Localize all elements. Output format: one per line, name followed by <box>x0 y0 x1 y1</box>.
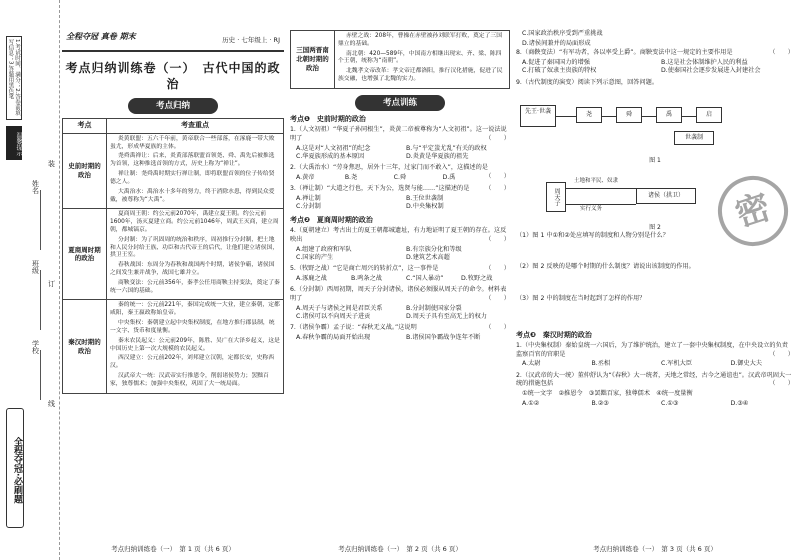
option[interactable]: B.诸侯国争霸战争连年不断 <box>406 334 481 342</box>
question-text: 5.（牧野之战）“它是商亡周兴的转折点”，这一事件是 <box>290 265 439 273</box>
option[interactable]: D.炎黄是华夏族的祖先 <box>406 153 469 161</box>
option[interactable]: D.中央集权制 <box>406 203 444 211</box>
option[interactable]: A.这是对“人文初祖”的纪念 <box>296 144 371 152</box>
options <box>290 275 510 283</box>
para: 尧舜禹禅让：后来，炎黄部落联盟首领尧、舜、禹先后被推选为首领，这种推选首领的方式，历史上称为“禅让”。 <box>110 153 275 168</box>
option[interactable]: C.诸侯可以不向周天子进贡 <box>296 313 371 321</box>
para: 大禹治水：禹治水十多年的努力，终于消除水患，得到民众爱戴，被尊称为“大禹”。 <box>110 188 275 203</box>
choice-list: ①统一文字 ②推恩令 ③罢黜百家，独尊儒术 ④统一度量衡 <box>522 390 693 398</box>
page-footer: 考点归纳训练卷（一） 第 1 页（共 6 页） <box>111 545 235 554</box>
option[interactable]: C.①③ <box>661 399 679 407</box>
question-text: 1.（人文初祖）“华夏子孙同根生”，炎黄二帝被尊称为“人文初祖”。这一说法说明了 <box>290 126 507 142</box>
page-footer: 考点归纳训练卷（一） 第 3 页（共 6 页） <box>593 545 717 554</box>
notes-tag: 温馨提示 <box>6 126 22 160</box>
option[interactable]: C.舜 <box>393 174 407 182</box>
option[interactable]: B.尧 <box>344 174 358 182</box>
summary-table <box>62 118 284 393</box>
option-line: D.诸侯间兼并的局面形成 <box>522 39 591 47</box>
option[interactable]: C.分封制 <box>296 203 321 211</box>
answer-blank[interactable]: （ ） <box>485 324 510 332</box>
diagram-arrow <box>556 116 576 117</box>
answer-blank[interactable]: （ ） <box>485 265 510 273</box>
page-header <box>62 30 284 52</box>
options <box>290 246 510 263</box>
row-key: 史前时期的政治 <box>63 133 107 209</box>
para: 夏商周王朝：约公元前2070年，禹建立夏王朝。约公元前1600年，汤灭夏建立商。约公元前1046年，周武王灭商，建立周朝，都城镐京。 <box>110 211 279 233</box>
question-stem <box>516 372 794 389</box>
options <box>290 195 510 212</box>
watermark-stamp: 密 <box>709 167 797 255</box>
option[interactable]: D.牧野之战 <box>461 274 493 282</box>
option[interactable]: B.王位世袭制 <box>406 195 444 203</box>
page-3 <box>516 0 794 560</box>
school-field[interactable]: 学校 <box>31 340 40 354</box>
para: 禅让制：尧舜禹时期实行禅让制，即将联盟首领的位子传给贤德之人。 <box>110 171 275 185</box>
cut-mark-2: 订 <box>47 280 56 287</box>
question-text: 2.（大禹治水）“劳身焦思，居外十三年，过家门而不敢入”，这描述的是 <box>290 164 488 172</box>
school-underline <box>40 350 41 400</box>
diagram-node: 尧 <box>576 107 602 123</box>
para: 西汉建立：公元前202年，刘邦建立汉朝，定都长安，史称西汉。 <box>110 355 274 370</box>
question-stem <box>290 286 510 303</box>
row-key: 夏商周时期的政治 <box>63 209 107 300</box>
answer-space[interactable] <box>516 305 794 327</box>
sub-question: （1）图 1 中①和②处应填写的制度和人物分别是什么？ <box>516 231 669 239</box>
diagram-node-note: 拱卫 <box>666 191 679 199</box>
diagram-node: 禹 <box>656 107 682 123</box>
diagram-node: 启 <box>696 107 722 123</box>
option[interactable]: B.这是社会体制维护人民的利益 <box>661 59 748 67</box>
answer-blank[interactable]: （ ） <box>485 134 510 142</box>
answer-blank[interactable]: （ ） <box>769 49 794 57</box>
option[interactable]: B.②③ <box>591 399 609 407</box>
question-text: 8.（商鞅变法）“有军功者，各以率受上爵”。商鞅变法中这一规定的主要作用是 <box>516 49 733 57</box>
question-stem <box>516 49 794 58</box>
para: 北魏孝文帝改革：孝文帝迁都洛阳，推行汉化措施，促进了民族交融，也增强了北魏的实力。 <box>338 68 503 83</box>
name-underline <box>40 190 41 250</box>
option[interactable]: D.建筑艺术高超 <box>406 253 450 261</box>
question-text: 4.（夏朝建立）考古出土的夏王朝都城遗址，有力地证明了夏王朝的存在。这反映出 <box>290 227 507 243</box>
answer-blank[interactable]: （ ） <box>485 295 510 302</box>
section-heading: 考点❶ 史前时期的政治 <box>290 114 366 123</box>
page-footer: 考点归纳训练卷（一） 第 2 页（共 6 页） <box>338 545 462 554</box>
option[interactable]: C.打破了奴隶主贵族的特权 <box>522 67 597 75</box>
options <box>290 145 510 162</box>
option[interactable]: A.组建了政府和军队 <box>296 245 352 253</box>
row-content <box>107 209 284 300</box>
option[interactable]: B.与“平定蚩尤乱”有关的政权 <box>406 144 487 152</box>
diagram-arrow <box>566 188 636 189</box>
cut-mark-3: 线 <box>47 400 56 407</box>
option[interactable]: B.有宗族分化和等级 <box>406 245 462 253</box>
row-content <box>107 133 284 209</box>
answer-blank[interactable]: （ ） <box>485 185 510 193</box>
class-underline <box>40 270 41 330</box>
para: 秦末农民起义：公元前209年，陈胜、吴广在大泽乡起义，这是中国历史上第一次大规模的农民起义。 <box>110 337 280 352</box>
section-heading: 考点❸ 秦汉时期的政治 <box>516 330 592 339</box>
answer-blank[interactable]: （ ） <box>769 350 794 358</box>
table-row <box>63 300 284 393</box>
col-header-topic: 考点 <box>63 119 107 133</box>
diagram-label: 土地和平民、奴隶 <box>574 177 619 184</box>
question-stem <box>290 185 510 194</box>
table-row <box>63 209 284 300</box>
para: 商鞅变法：公元前356年，秦孝公任用商鞅主持变法，奠定了秦统一六国的基础。 <box>110 279 280 294</box>
option[interactable]: D.禹 <box>442 174 456 182</box>
diagram-arrow <box>642 116 656 117</box>
options <box>516 59 794 76</box>
option[interactable]: B.丞相 <box>591 360 611 368</box>
question-group <box>290 227 510 342</box>
option[interactable]: C.军机大臣 <box>661 360 693 368</box>
options <box>290 174 485 182</box>
question-stem: 9.（古代制度的演变）阅读下列示意图，回答问题。 <box>516 78 659 86</box>
question-text: 1.（中央集权制）秦始皇统一六国后，为了维护统治，建立了一套中央集权制度，在中央设立的负责监察百官的官职是 <box>516 342 788 358</box>
option-line: C.国家政治秩序受到严重挑战 <box>522 30 603 37</box>
sub-question: （3）图 2 中的制度在当时起到了怎样的作用？ <box>516 294 646 302</box>
question-stem <box>516 342 794 359</box>
diagram-label: 实行义务 <box>580 205 603 212</box>
figure-caption: 图 2 <box>649 223 661 231</box>
cut-mark-1: 装 <box>47 160 56 167</box>
section-heading: 考点❷ 夏商周时期的政治 <box>290 215 373 224</box>
brand-logo: 全程夺冠·必刷题 <box>6 408 24 528</box>
option[interactable]: B.鸣条之战 <box>351 274 382 282</box>
option[interactable]: A.促进了秦国国力的增强 <box>522 59 590 67</box>
exam-notes: 1.考试时间、满分；2.答卷前填写信息；3.答题用黑色笔 <box>6 36 22 120</box>
para: 南北朝：420—589年，中国南方相继出现宋、齐、梁、陈四个王朝，统称为“南朝”。 <box>338 50 502 65</box>
para: 中央集权：秦朝建立起中央集权制度，在地方推行郡县制，统一文字、货币和度量衡。 <box>110 320 275 334</box>
diagram-arrow <box>682 116 696 117</box>
brand-name: 全程夺冠 真卷 期末 <box>66 32 136 41</box>
option[interactable]: D.周天子具有至高无上的权力 <box>406 313 487 321</box>
option[interactable]: B.分封制使国家分裂 <box>406 304 462 312</box>
diagram-node: 先王·世袭 <box>520 105 556 127</box>
option[interactable]: D.御史大夫 <box>730 360 762 368</box>
option[interactable]: C.国家的产生 <box>296 253 334 261</box>
question-text: 2.（汉武帝的大一统）董仲舒认为“《春秋》大一统者，天地之常经，古今之通谊也”。汉武帝巩固大一统的措施包括 <box>516 371 792 388</box>
para: 赤壁之战：208年，曹操在赤壁被孙刘联军打败，奠定了三国鼎立的基础。 <box>338 33 502 47</box>
options <box>516 400 794 408</box>
answer-blank[interactable]: （ ） <box>485 173 510 181</box>
figure-caption: 图 1 <box>649 157 661 165</box>
answer-blank[interactable]: （ ） <box>769 380 794 388</box>
options <box>290 305 510 322</box>
diagram-node: 舜 <box>616 107 642 123</box>
question-stem <box>290 324 510 333</box>
option[interactable]: C.“国人暴动” <box>406 274 444 282</box>
para: 春秋战国：东周分为春秋和战国两个时期，诸侯争霸，诸侯国之间发生兼并战争，战国七雄并立。 <box>110 262 275 276</box>
class-field[interactable]: 班级 <box>31 260 40 274</box>
options <box>290 334 510 342</box>
question-group <box>290 126 510 211</box>
row-content <box>107 300 284 393</box>
option[interactable]: A.春秋争霸的局面开始出现 <box>296 334 371 342</box>
section-banner-practice: 考点训练 <box>355 95 445 111</box>
option[interactable]: A.黄帝 <box>296 174 315 182</box>
para: 炎黄联盟：五六千年前，黄帝联合一些部落，在涿鹿一带大败蚩尤，形成华夏族的主体。 <box>110 135 275 150</box>
option[interactable]: A.涿鹿之战 <box>296 274 327 282</box>
diagram-arrow <box>602 116 616 117</box>
row-content <box>335 31 510 89</box>
option[interactable]: D.③④ <box>730 399 749 407</box>
question-stem <box>290 227 510 244</box>
question-stem <box>290 126 510 143</box>
answer-space[interactable] <box>516 273 794 295</box>
option[interactable]: A.周天子与诸侯之间是君臣关系 <box>296 304 383 312</box>
diagram-node: 诸侯（拱卫） <box>636 188 696 204</box>
question-text: 6.（分封制）西周初期，周天子分封诸侯，诸侯必须服从周天子的命令。材料表明了 <box>290 286 507 302</box>
diagram-arrow <box>566 204 636 205</box>
option[interactable]: D.使秦国社会逐步发展进入封建社会 <box>661 67 761 75</box>
diagram-node-label: 诸侯 <box>647 191 660 199</box>
table-row <box>63 133 284 209</box>
binding-strip <box>0 0 60 560</box>
page-2 <box>290 0 510 560</box>
subject-label: 历史 · 七年级上 · RJ <box>222 36 280 44</box>
question-text: 7.（诸侯争霸）孟子说：“春秋无义战。”这说明 <box>290 324 417 332</box>
paper-title: 考点归纳训练卷（一） 古代中国的政治 <box>65 61 281 92</box>
answer-blank[interactable]: （ ） <box>485 235 510 243</box>
diagram-node: 世袭制 <box>674 131 714 145</box>
para: 秦的统一：公元前221年，秦国完成统一大业，建立秦朝，定都咸阳，秦王嬴政称始皇帝。 <box>110 302 280 317</box>
sub-question: （2）图 2 反映的是哪个时期的什么制度？请说出该制度的作用。 <box>516 263 695 271</box>
col-header-focus: 考查重点 <box>107 119 284 133</box>
row-key: 三国两晋南北朝时期的政治 <box>291 31 335 89</box>
row-key: 秦汉时期的政治 <box>63 300 107 393</box>
name-field[interactable]: 姓名 <box>31 180 40 194</box>
para: 分封制：为了巩固周的统治和秩序，周初推行分封制，把土地和人民分封给王族、功臣和古代帝王的后代，让他们建立诸侯国，拱卫王室。 <box>110 236 279 259</box>
option[interactable]: A.太尉 <box>522 360 541 368</box>
page-1 <box>62 0 284 560</box>
options <box>516 360 794 368</box>
question-text: 3.（禅让制）“大道之行也，天下为公，选贤与能……”这描述的是 <box>290 185 470 193</box>
option[interactable]: A.①② <box>522 399 540 407</box>
question-stem <box>290 265 510 274</box>
section-banner-summary: 考点归纳 <box>128 98 218 114</box>
continued-table <box>290 30 510 89</box>
option[interactable]: C.华夏族形成的基本原因 <box>296 153 365 161</box>
diagram-1 <box>516 91 794 153</box>
diagram-node: 周天子 <box>546 182 566 212</box>
para: 汉武帝大一统：汉武帝实行推恩令，削弱诸侯势力；罢黜百家，独尊儒术；加强中央集权，巩固了大一统局面。 <box>110 372 269 387</box>
option[interactable]: A.禅让制 <box>296 195 321 203</box>
